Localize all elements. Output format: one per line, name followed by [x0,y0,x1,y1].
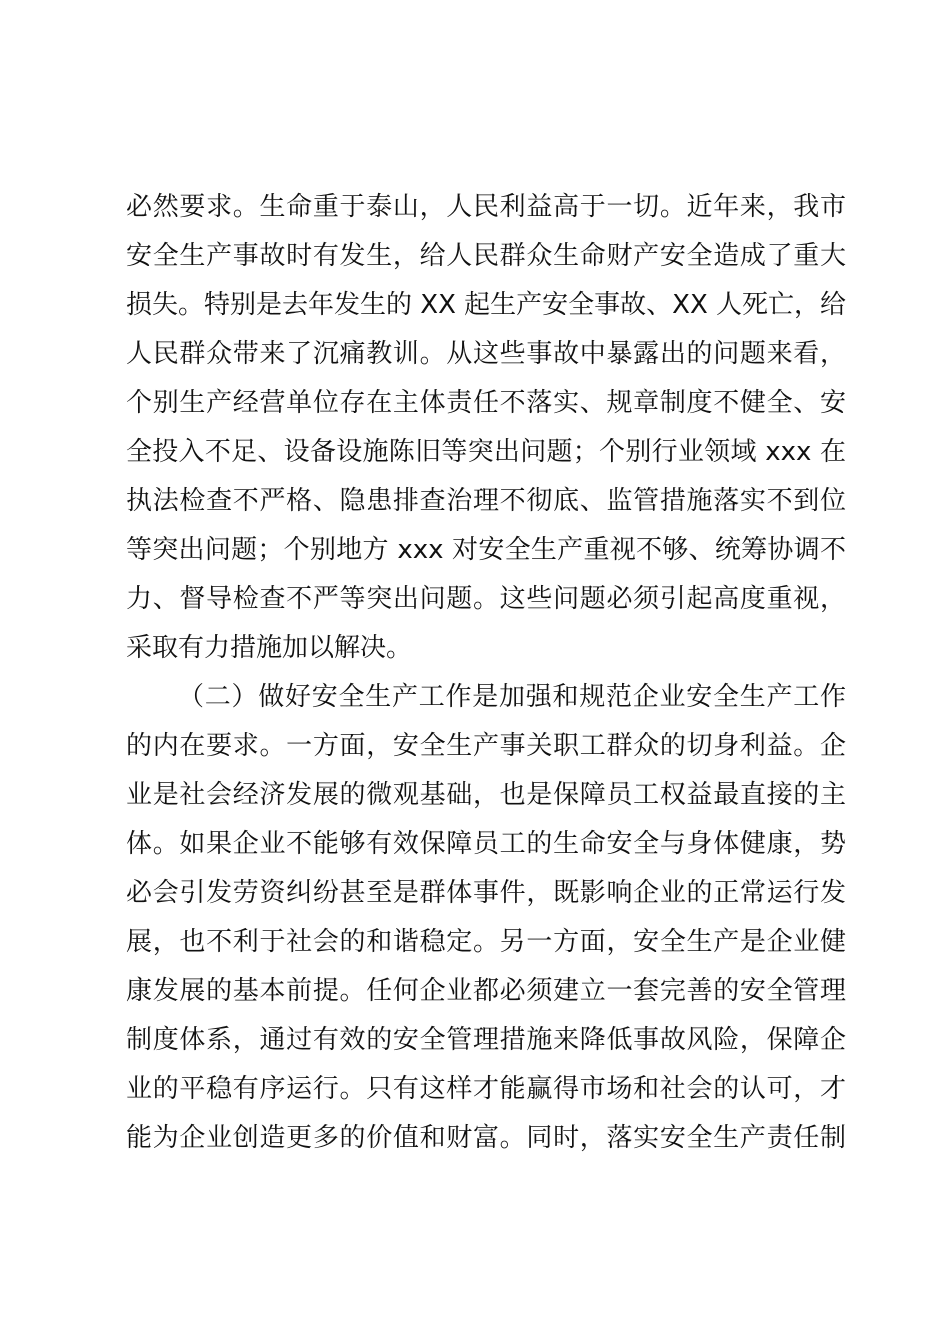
text-line: 力、督导检查不严等突出问题。这些问题必须引起高度重视， [126,584,846,614]
text-line: 业是社会经济发展的微观基础，也是保障员工权益最直接的主 [126,780,846,810]
text-line: 全投入不足、设备设施陈旧等突出问题；个别行业领域 xxx 在 [126,437,846,467]
paragraph-1 [126,183,846,673]
paragraph-2 [126,673,846,1163]
text-line: 执法检查不严格、隐患排查治理不彻底、监管措施落实不到位 [126,486,846,516]
text-line: 能为企业创造更多的价值和财富。同时，落实安全生产责任制 [126,1123,846,1153]
text-line: 安全生产事故时有发生，给人民群众生命财产安全造成了重大 [126,241,846,271]
text-line: 的内在要求。一方面，安全生产事关职工群众的切身利益。企 [126,731,846,761]
text-line: 人民群众带来了沉痛教训。从这些事故中暴露出的问题来看， [126,339,846,369]
text-line: 损失。特别是去年发生的 XX 起生产安全事故、XX 人死亡，给 [126,290,847,320]
text-line: 展，也不利于社会的和谐稳定。另一方面，安全生产是企业健 [126,927,846,957]
text-line: 体。如果企业不能够有效保障员工的生命安全与身体健康，势 [126,829,846,859]
text-line: 必然要求。生命重于泰山，人民利益高于一切。近年来，我市 [126,192,846,222]
text-line: 必会引发劳资纠纷甚至是群体事件，既影响企业的正常运行发 [126,878,846,908]
text-line: 制度体系，通过有效的安全管理措施来降低事故风险，保障企 [126,1025,846,1055]
text-line: 个别生产经营单位存在主体责任不落实、规章制度不健全、安 [126,388,846,418]
document-body [126,183,846,1163]
text-line: 康发展的基本前提。任何企业都必须建立一套完善的安全管理 [126,976,846,1006]
text-line: 业的平稳有序运行。只有这样才能赢得市场和社会的认可，才 [126,1074,846,1104]
text-line: 等突出问题；个别地方 xxx 对安全生产重视不够、统筹协调不 [126,535,846,565]
text-line: 采取有力措施加以解决。 [126,633,413,663]
text-line-indented: （二）做好安全生产工作是加强和规范企业安全生产工作 [178,682,846,712]
